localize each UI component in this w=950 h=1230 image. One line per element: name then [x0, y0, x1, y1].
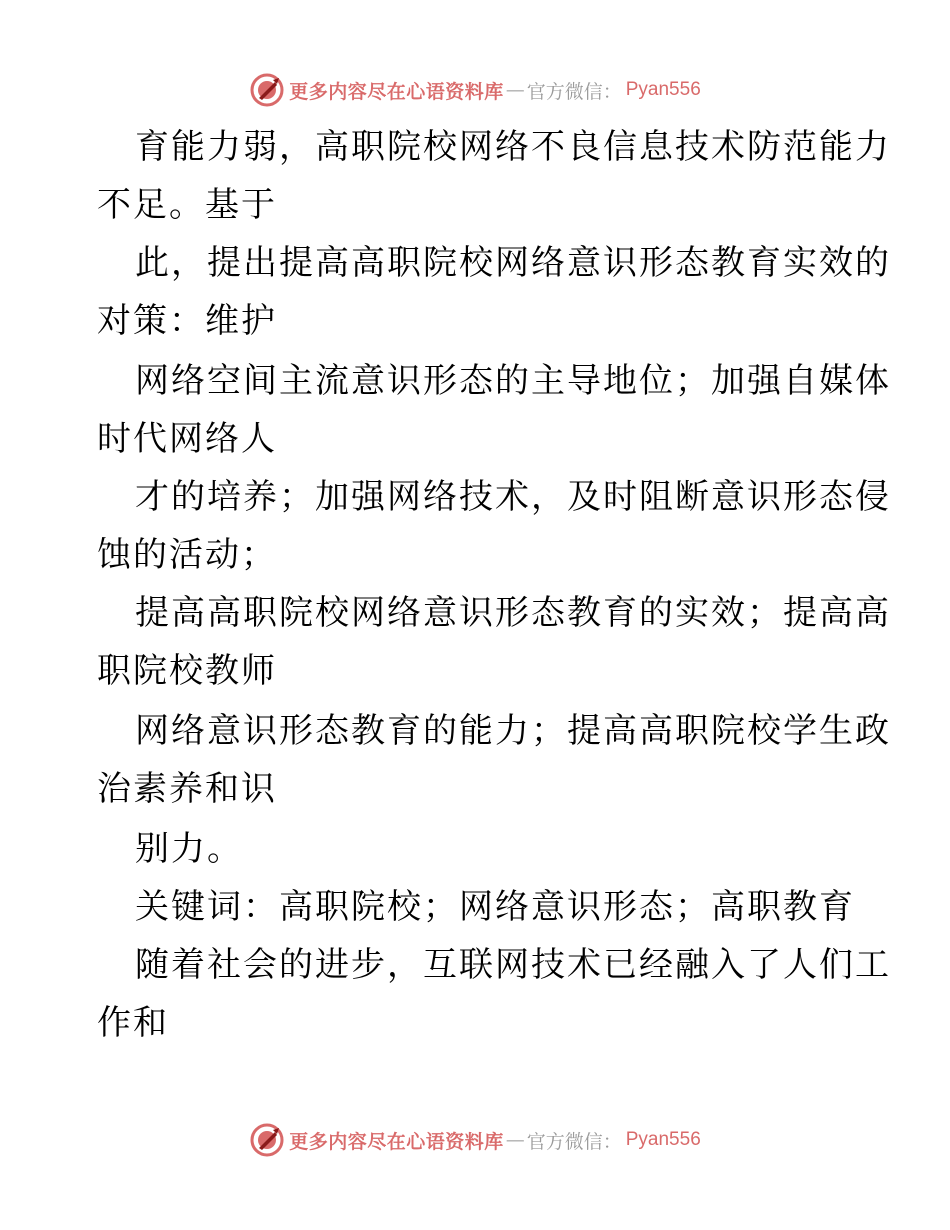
- text-line: 提高高职院校网络意识形态教育的实效；提高高: [135, 593, 891, 633]
- text-line: 网络空间主流意识形态的主导地位；加强自媒体: [135, 361, 891, 401]
- text-line: 网络意识形态教育的能力；提高高职院校学生政: [135, 711, 891, 751]
- watermark-id: Pyan556: [625, 79, 701, 100]
- text-line: 对策：维护: [97, 301, 277, 341]
- text-line: 别力。: [135, 829, 243, 869]
- quill-logo-icon: [249, 72, 285, 108]
- watermark-label: 官方微信：: [526, 1130, 622, 1153]
- watermark-dash: —: [505, 1129, 525, 1151]
- watermark-id: Pyan556: [625, 1129, 701, 1150]
- watermark-label: 官方微信：: [526, 80, 622, 103]
- text-line: 时代网络人: [97, 419, 277, 459]
- text-line: 此，提出提高高职院校网络意识形态教育实效的: [135, 243, 891, 283]
- text-line: 不足。基于: [97, 185, 277, 225]
- text-line: 蚀的活动；: [97, 535, 277, 575]
- text-line: 随着社会的进步，互联网技术已经融入了人们工: [135, 945, 891, 985]
- header-watermark: [0, 70, 950, 110]
- text-line: 育能力弱，高职院校网络不良信息技术防范能力: [135, 127, 891, 167]
- text-line: 作和: [97, 1003, 169, 1043]
- watermark-brand: 更多内容尽在心语资料库: [289, 80, 504, 103]
- watermark-brand: 更多内容尽在心语资料库: [289, 1130, 504, 1153]
- footer-watermark: [0, 1120, 950, 1160]
- text-line: 职院校教师: [97, 651, 277, 691]
- quill-logo-icon: [249, 1122, 285, 1158]
- text-line: 才的培养；加强网络技术，及时阻断意识形态侵: [135, 477, 891, 517]
- text-line: 治素养和识: [97, 769, 277, 809]
- watermark-dash: —: [505, 79, 525, 101]
- keywords-line: 关键词：高职院校；网络意识形态；高职教育: [135, 887, 855, 927]
